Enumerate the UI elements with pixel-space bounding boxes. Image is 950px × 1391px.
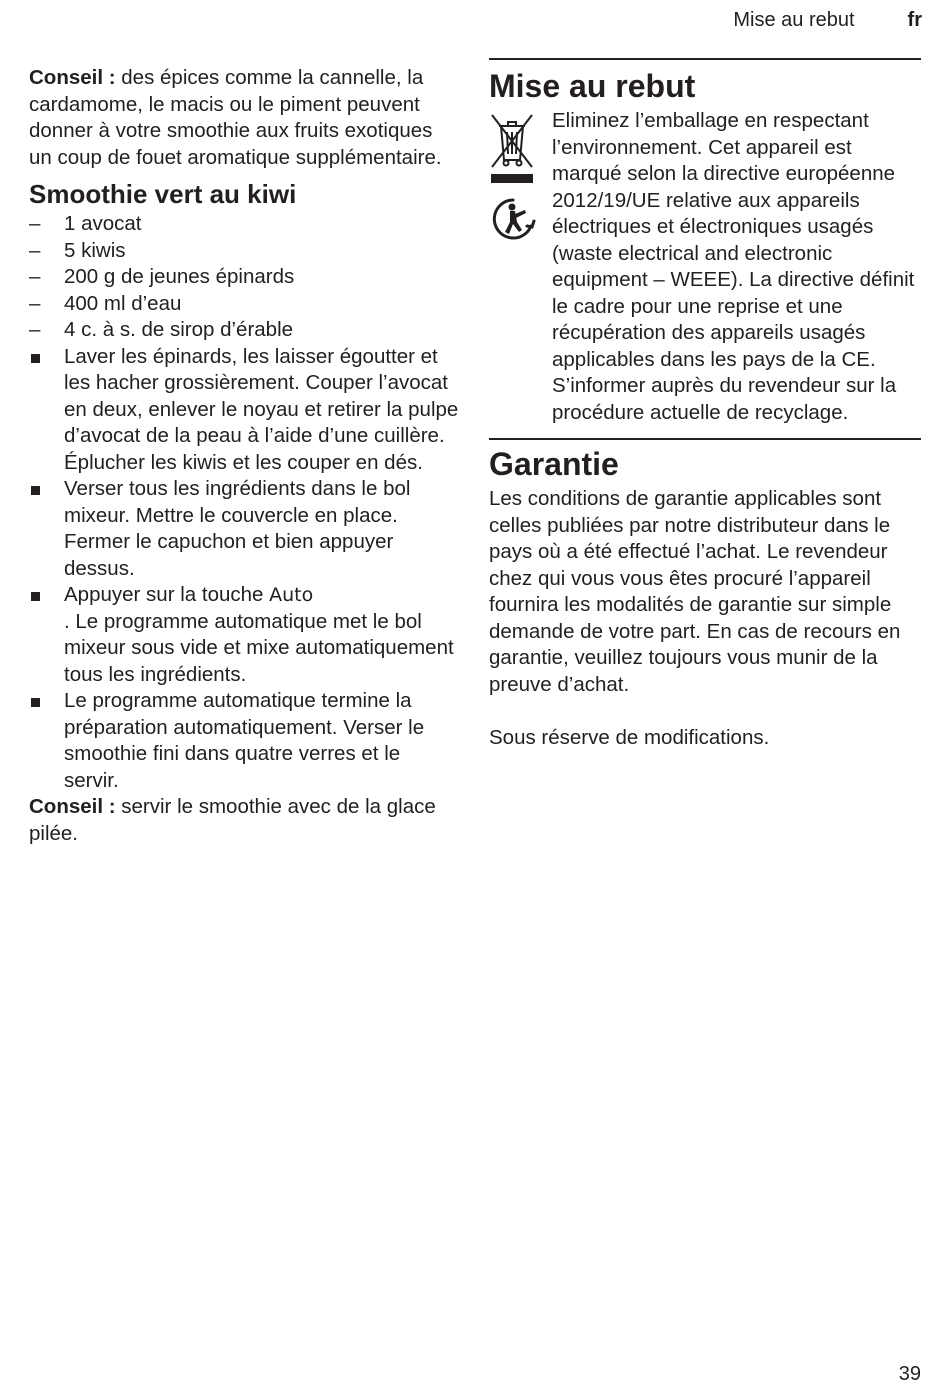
ingredient-item: – 1 avocat [29,211,459,238]
ingredient-item: – 5 kiwis [29,238,459,265]
recipe-title: Smoothie vert au kiwi [29,179,297,209]
page-header [733,6,922,34]
disposal-block [489,108,921,426]
paragraph-spacer [489,698,921,725]
step-item: Verser tous les ingrédients dans le bol mixeur. Mettre le couvercle en place. Fermer le capuchon et bien appuyer dessus. [29,476,459,582]
step-list [29,344,459,795]
ingredient-item: – 4 c. à s. de sirop d’érable [29,317,459,344]
tip-paragraph [29,65,459,171]
warranty-text: Les conditions de garantie applicables sont celles publiées par notre distributeur dans le pays où a été effectué l’achat. Le revendeur chez qui vous vous êtes procuré l’appareil fournira les modalités de garantie sur simple demande de votre part. En cas de recours en garantie, veuillez toujours vous munir de la preuve d’achat. [489,487,901,696]
tip-text: servir le smoothie avec de la glace pilée. [29,795,436,845]
header-language: fr [907,8,922,31]
triman-recycling-icon [489,196,537,242]
page-number: 39 [898,1363,921,1385]
ingredient-item: – 200 g de jeunes épinards [29,264,459,291]
step-text: Appuyer sur la touche [64,583,270,606]
auto-button-label: Auto [269,584,314,606]
weee-crossed-bin-icon [489,112,535,192]
warranty-heading: Garantie [489,446,619,482]
step-item [29,582,459,688]
section-divider [489,58,921,60]
tip-text: des épices comme la cannelle, la cardamome, le macis ou le piment peuvent donner à votre smoothie aux fruits exotiques un coup de fouet aromatique supplémentaire. [29,66,442,169]
step-item: Le programme automatique termine la préparation automatiquement. Verser le smoothie fini dans quatre verres et le servir. [29,688,459,794]
disposal-heading: Mise au rebut [489,68,696,104]
right-column [489,58,921,752]
left-column [29,65,459,847]
section-divider [489,438,921,440]
disposal-icons [489,108,552,426]
disposal-text: Eliminez l’emballage en respectant l’environnement. Cet appareil est marqué selon la directive européenne 2012/19/UE relative aux appareils électriques et électroniques usagés (waste electrical and electronic equipment – WEEE). La directive définit le cadre pour une reprise et une récupération des appareils usagés applicables dans les pays de la CE. S’informer auprès du revendeur sur la procédure actuelle de recyclage. [552,109,915,424]
tip-paragraph [29,794,459,847]
tip-label: Conseil : [29,795,116,818]
header-section-title: Mise au rebut [733,8,855,31]
tip-label: Conseil : [29,66,116,89]
ingredient-list [29,211,459,344]
step-text: . Le programme automatique met le bol mixeur sous vide et mixe automatiquement tous les ingrédients. [64,609,454,686]
reserve-note: Sous réserve de modifications. [489,726,770,749]
step-item: Laver les épinards, les laisser égoutter et les hacher grossièrement. Couper l’avocat en deux, enlever le noyau et retirer la pulpe d’avocat de la peau à l’aide d’une cuillère. Éplucher les kiwis et les couper en dés. [29,344,459,477]
ingredient-item: – 400 ml d’eau [29,291,459,318]
